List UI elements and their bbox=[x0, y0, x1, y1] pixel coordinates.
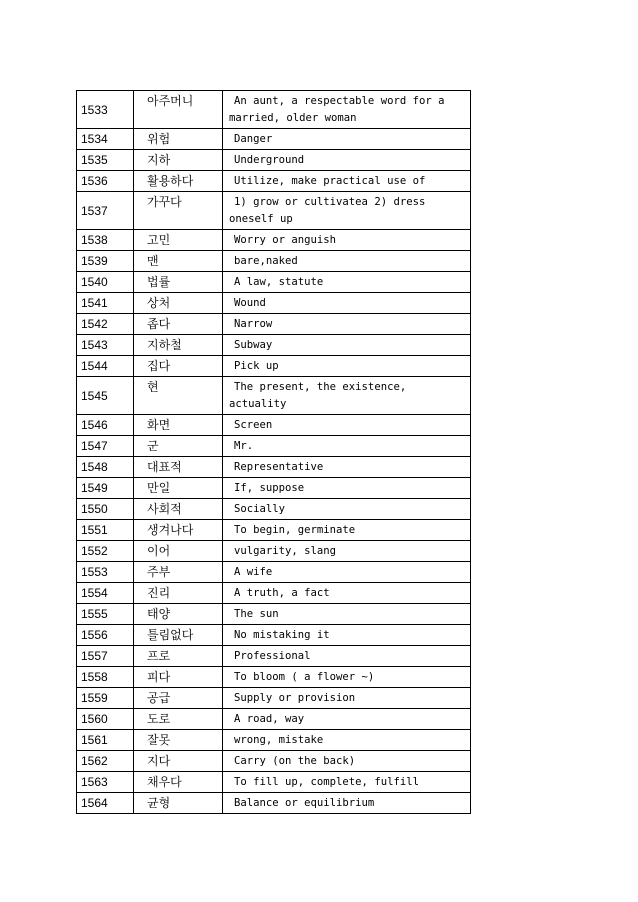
table-row bbox=[77, 377, 471, 415]
table-row bbox=[77, 667, 471, 688]
table-row bbox=[77, 293, 471, 314]
table-row bbox=[77, 192, 471, 230]
english-meaning: A wife bbox=[223, 562, 471, 583]
table-row bbox=[77, 751, 471, 772]
english-meaning: Worry or anguish bbox=[223, 230, 471, 251]
table-row bbox=[77, 520, 471, 541]
entry-number: 1540 bbox=[77, 272, 134, 293]
english-meaning: Screen bbox=[223, 415, 471, 436]
korean-word: 만일 bbox=[134, 478, 223, 499]
table-row bbox=[77, 541, 471, 562]
table-row bbox=[77, 688, 471, 709]
table-row bbox=[77, 793, 471, 814]
table-row bbox=[77, 91, 471, 129]
korean-word: 태양 bbox=[134, 604, 223, 625]
korean-word: 채우다 bbox=[134, 772, 223, 793]
korean-word: 현 bbox=[134, 377, 223, 415]
entry-number: 1545 bbox=[77, 377, 134, 415]
korean-word: 틀림없다 bbox=[134, 625, 223, 646]
entry-number: 1559 bbox=[77, 688, 134, 709]
entry-number: 1556 bbox=[77, 625, 134, 646]
entry-number: 1534 bbox=[77, 129, 134, 150]
table-row bbox=[77, 251, 471, 272]
korean-word: 프로 bbox=[134, 646, 223, 667]
korean-word: 잘못 bbox=[134, 730, 223, 751]
entry-number: 1558 bbox=[77, 667, 134, 688]
table-row bbox=[77, 436, 471, 457]
korean-word: 아주머니 bbox=[134, 91, 223, 129]
english-meaning: wrong, mistake bbox=[223, 730, 471, 751]
english-meaning: bare,naked bbox=[223, 251, 471, 272]
english-meaning: Subway bbox=[223, 335, 471, 356]
entry-number: 1544 bbox=[77, 356, 134, 377]
entry-number: 1549 bbox=[77, 478, 134, 499]
table-row bbox=[77, 604, 471, 625]
entry-number: 1561 bbox=[77, 730, 134, 751]
table-row bbox=[77, 171, 471, 192]
korean-word: 상처 bbox=[134, 293, 223, 314]
table-row bbox=[77, 415, 471, 436]
table-row bbox=[77, 583, 471, 604]
entry-number: 1533 bbox=[77, 91, 134, 129]
english-meaning: Balance or equilibrium bbox=[223, 793, 471, 814]
table-row bbox=[77, 457, 471, 478]
entry-number: 1552 bbox=[77, 541, 134, 562]
english-meaning: 1) grow or cultivatea 2) dress oneself up bbox=[223, 192, 471, 230]
entry-number: 1564 bbox=[77, 793, 134, 814]
english-meaning: Wound bbox=[223, 293, 471, 314]
english-meaning: Pick up bbox=[223, 356, 471, 377]
korean-word: 피다 bbox=[134, 667, 223, 688]
english-meaning: An aunt, a respectable word for a married, older woman bbox=[223, 91, 471, 129]
english-meaning: Mr. bbox=[223, 436, 471, 457]
korean-word: 주부 bbox=[134, 562, 223, 583]
table-row bbox=[77, 562, 471, 583]
table-row bbox=[77, 646, 471, 667]
korean-word: 가꾸다 bbox=[134, 192, 223, 230]
table-row bbox=[77, 625, 471, 646]
table-row bbox=[77, 730, 471, 751]
korean-word: 법률 bbox=[134, 272, 223, 293]
english-meaning: To bloom ( a flower ~) bbox=[223, 667, 471, 688]
korean-word: 지하 bbox=[134, 150, 223, 171]
entry-number: 1551 bbox=[77, 520, 134, 541]
table-row bbox=[77, 230, 471, 251]
table-row bbox=[77, 478, 471, 499]
english-meaning: The present, the existence, actuality bbox=[223, 377, 471, 415]
english-meaning: Professional bbox=[223, 646, 471, 667]
english-meaning: No mistaking it bbox=[223, 625, 471, 646]
entry-number: 1553 bbox=[77, 562, 134, 583]
korean-word: 생겨나다 bbox=[134, 520, 223, 541]
table-row bbox=[77, 709, 471, 730]
entry-number: 1535 bbox=[77, 150, 134, 171]
korean-word: 진리 bbox=[134, 583, 223, 604]
entry-number: 1538 bbox=[77, 230, 134, 251]
table-row bbox=[77, 314, 471, 335]
korean-word: 화면 bbox=[134, 415, 223, 436]
entry-number: 1543 bbox=[77, 335, 134, 356]
korean-word: 대표적 bbox=[134, 457, 223, 478]
english-meaning: Narrow bbox=[223, 314, 471, 335]
korean-word: 사회적 bbox=[134, 499, 223, 520]
table-row bbox=[77, 272, 471, 293]
english-meaning: Danger bbox=[223, 129, 471, 150]
korean-word: 집다 bbox=[134, 356, 223, 377]
table-row bbox=[77, 772, 471, 793]
entry-number: 1560 bbox=[77, 709, 134, 730]
english-meaning: vulgarity, slang bbox=[223, 541, 471, 562]
entry-number: 1550 bbox=[77, 499, 134, 520]
entry-number: 1546 bbox=[77, 415, 134, 436]
entry-number: 1541 bbox=[77, 293, 134, 314]
table-row bbox=[77, 335, 471, 356]
english-meaning: The sun bbox=[223, 604, 471, 625]
english-meaning: To fill up, complete, fulfill bbox=[223, 772, 471, 793]
entry-number: 1563 bbox=[77, 772, 134, 793]
korean-word: 좁다 bbox=[134, 314, 223, 335]
english-meaning: Underground bbox=[223, 150, 471, 171]
english-meaning: To begin, germinate bbox=[223, 520, 471, 541]
entry-number: 1557 bbox=[77, 646, 134, 667]
english-meaning: A law, statute bbox=[223, 272, 471, 293]
english-meaning: A road, way bbox=[223, 709, 471, 730]
korean-word: 고민 bbox=[134, 230, 223, 251]
korean-word: 맨 bbox=[134, 251, 223, 272]
english-meaning: Representative bbox=[223, 457, 471, 478]
korean-word: 활용하다 bbox=[134, 171, 223, 192]
korean-word: 위험 bbox=[134, 129, 223, 150]
table-row bbox=[77, 499, 471, 520]
entry-number: 1554 bbox=[77, 583, 134, 604]
entry-number: 1555 bbox=[77, 604, 134, 625]
entry-number: 1536 bbox=[77, 171, 134, 192]
entry-number: 1542 bbox=[77, 314, 134, 335]
english-meaning: Supply or provision bbox=[223, 688, 471, 709]
korean-word: 지다 bbox=[134, 751, 223, 772]
table-row bbox=[77, 356, 471, 377]
korean-word: 이어 bbox=[134, 541, 223, 562]
korean-word: 균형 bbox=[134, 793, 223, 814]
vocabulary-table-body bbox=[77, 91, 471, 814]
english-meaning: Carry (on the back) bbox=[223, 751, 471, 772]
korean-word: 지하철 bbox=[134, 335, 223, 356]
table-row bbox=[77, 129, 471, 150]
entry-number: 1539 bbox=[77, 251, 134, 272]
korean-word: 군 bbox=[134, 436, 223, 457]
entry-number: 1547 bbox=[77, 436, 134, 457]
table-row bbox=[77, 150, 471, 171]
english-meaning: A truth, a fact bbox=[223, 583, 471, 604]
english-meaning: Utilize, make practical use of bbox=[223, 171, 471, 192]
english-meaning: Socially bbox=[223, 499, 471, 520]
entry-number: 1537 bbox=[77, 192, 134, 230]
vocabulary-table bbox=[76, 90, 471, 814]
korean-word: 공급 bbox=[134, 688, 223, 709]
korean-word: 도로 bbox=[134, 709, 223, 730]
entry-number: 1548 bbox=[77, 457, 134, 478]
entry-number: 1562 bbox=[77, 751, 134, 772]
english-meaning: If, suppose bbox=[223, 478, 471, 499]
